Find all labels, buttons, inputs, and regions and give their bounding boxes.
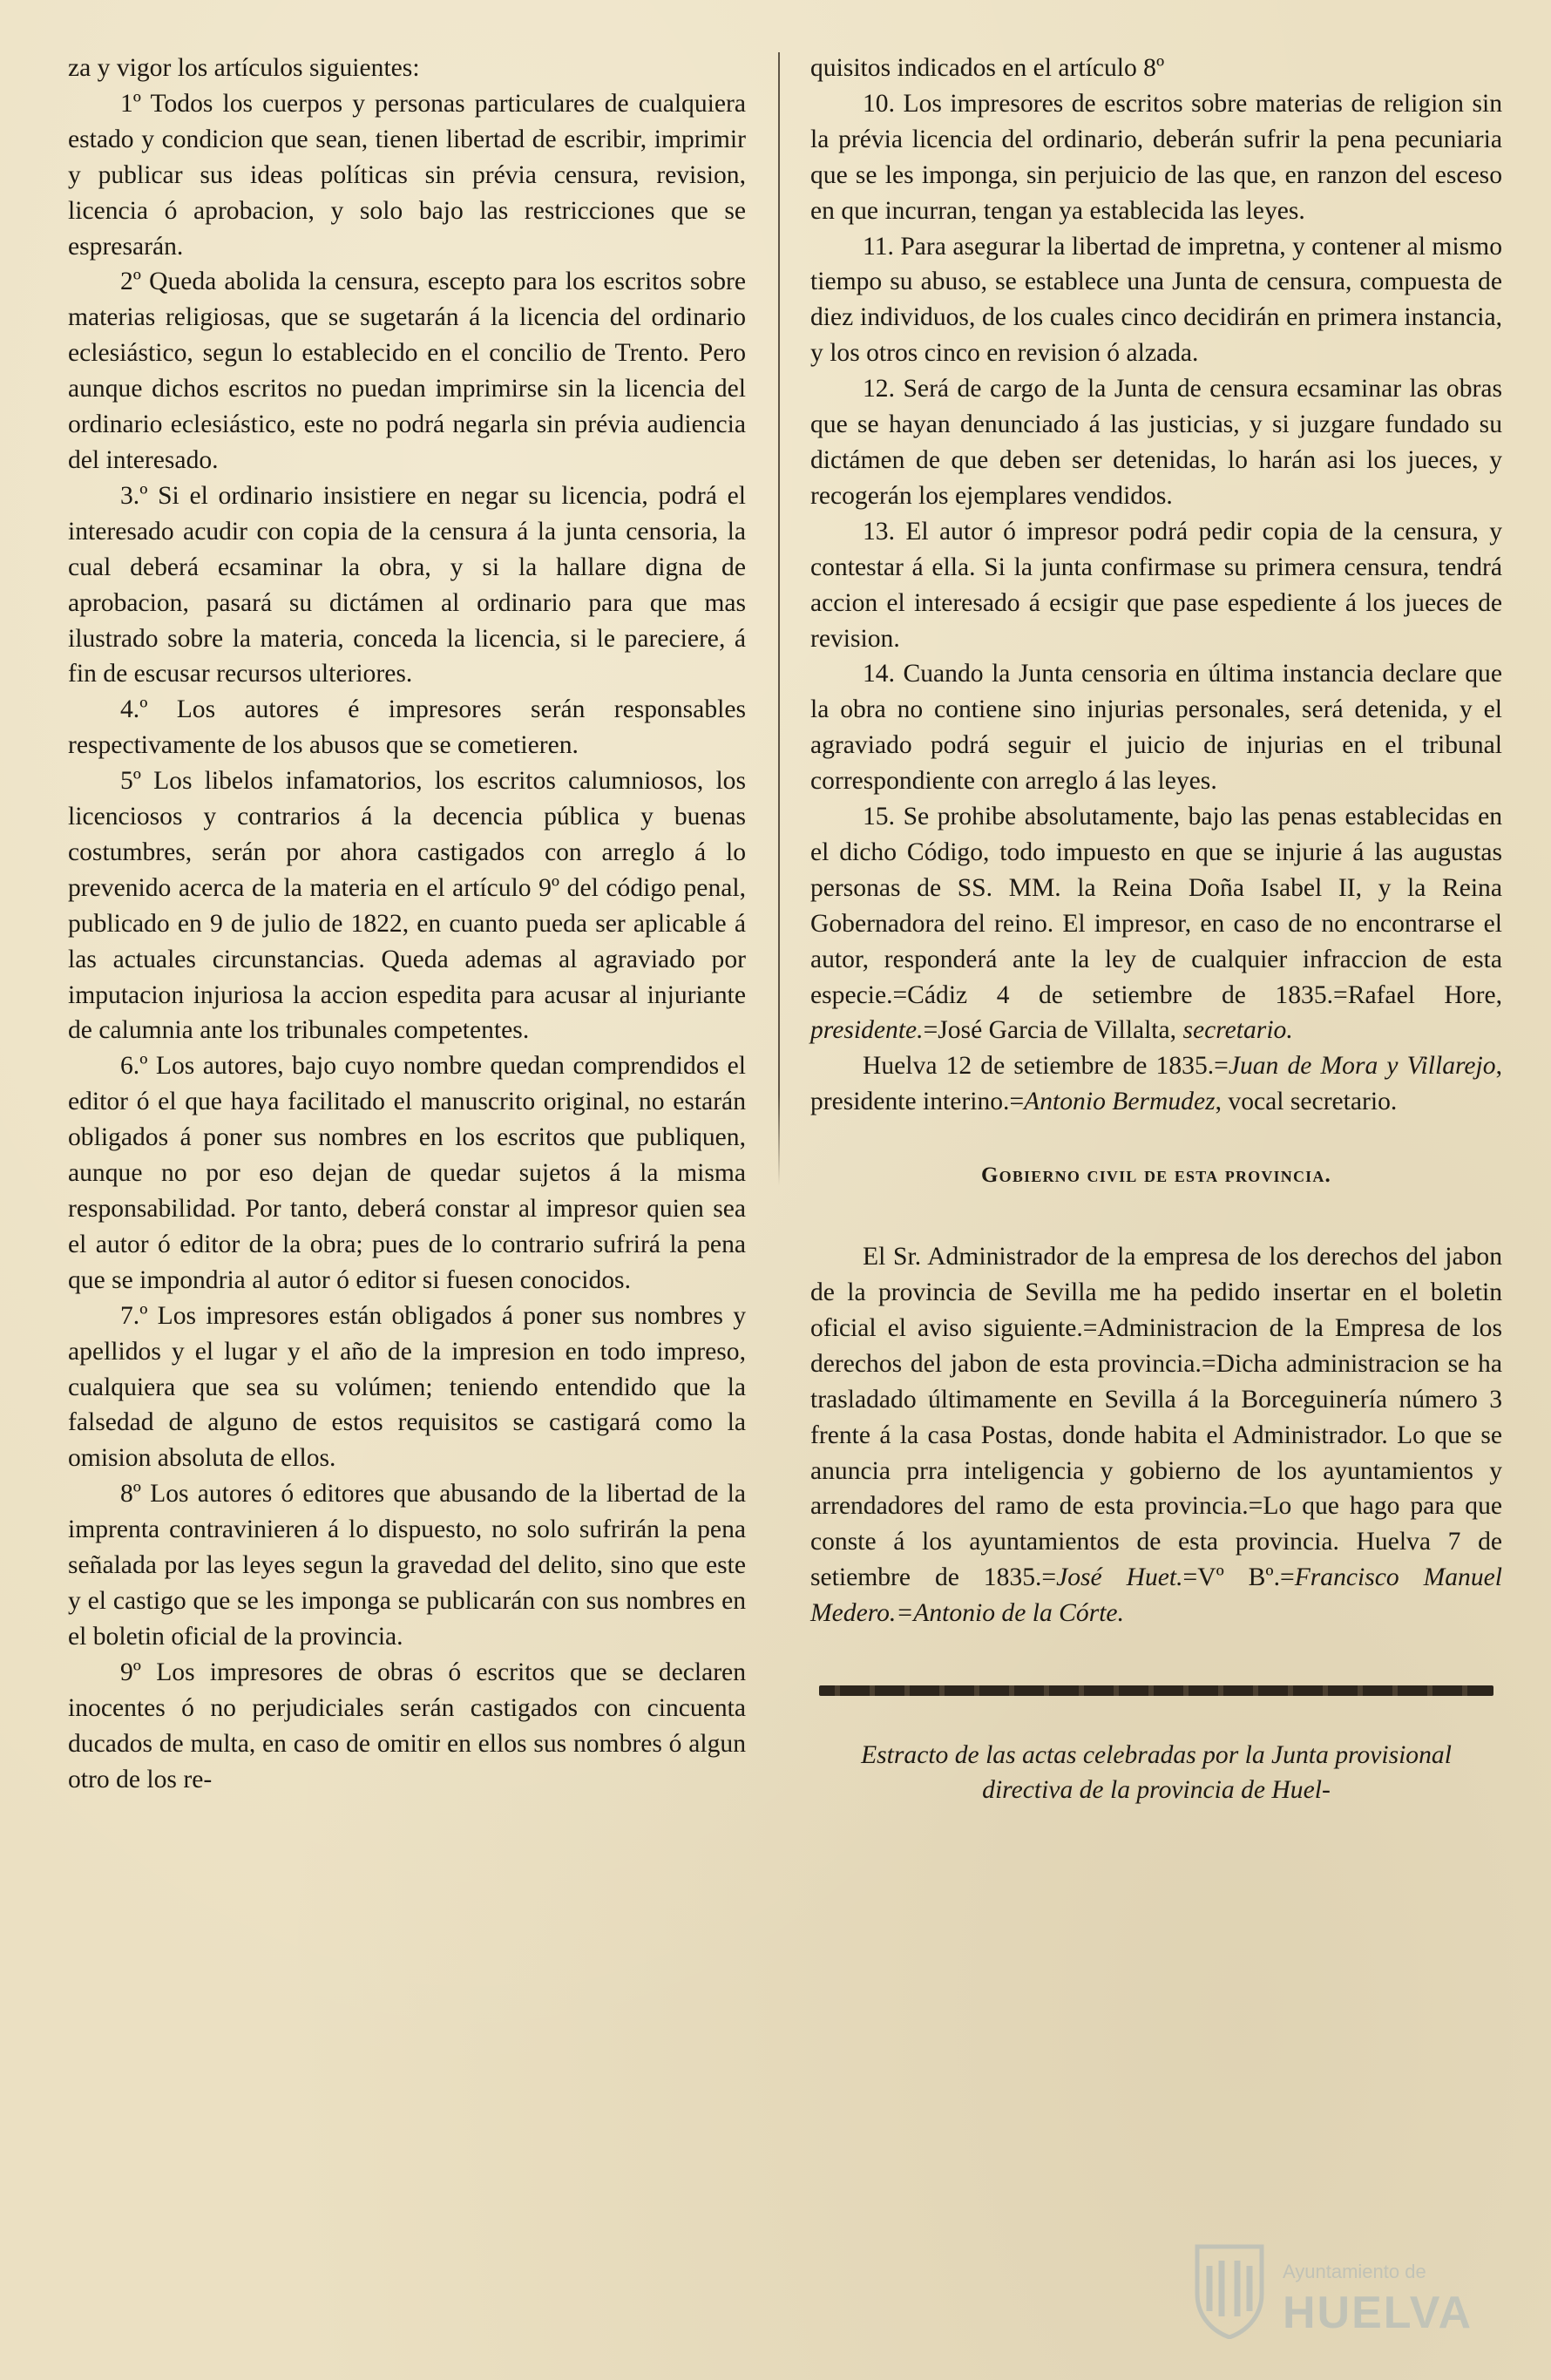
signature-name: Francisco Manuel Medero.=Antonio de la Córte. (810, 1563, 1503, 1628)
signature-role: secretario. (1182, 1016, 1293, 1045)
article-12: 12. Será de cargo de la Junta de censura ecsaminar las obras que se hayan denunciado á las justicias, y si juzgare fundado su dictámen de que deben ser detenidas, lo harán asi los jueces, y recogerán los ejemplares vendidos. (810, 375, 1502, 510)
signature-name: Antonio Bermudez (1024, 1088, 1216, 1116)
article-14: 14. Cuando la Junta censoria en última instancia declare que la obra no contiene sino injurias personales, será detenida, y el agraviado podrá seguir el juicio de injurias en el tribunal correspondiente con arreglo á las leyes. (810, 660, 1502, 796)
paragraph: za y vigor los artículos siguientes: (68, 54, 420, 82)
signature-role: presidente. (810, 1016, 924, 1045)
article-1: 1º Todos los cuerpos y personas particulares de cualquiera estado y condicion que sean, tienen libertad de escribir, imprimir y publicar sus ideas políticas sin prévia censura, revision, licencia ó aprobacion, y solo bajo las restricciones que se espresarán. (68, 89, 746, 261)
shield-icon (1192, 2241, 1267, 2339)
watermark-subtitle: Ayuntamiento de (1283, 2261, 1426, 2282)
article-5: 5º Los libelos infamatorios, los escritos calumniosos, los licenciosos y contrarios á la decencia pública y buenas costumbres, serán por ahora castigados con arreglo á lo prevenido acerca de la materia en el artículo 9º del código penal, publicado en 9 de julio de 1822, en cuanto pueda ser aplicable á las actuales circunstancias. Queda ademas al agraviado por imputacion injuriosa la accion espedita para acusar al injuriante de calumnia ante los tribunales competentes. (68, 767, 746, 1045)
signature-name: Juan de Mora y Villarejo (1228, 1052, 1496, 1081)
signature-role: , vocal secretario. (1215, 1088, 1398, 1116)
notice-paragraph (810, 1239, 1502, 1631)
notice-vb: =Vº Bº.= (1182, 1563, 1295, 1592)
signature-name: José Huet. (1056, 1563, 1183, 1592)
left-column (68, 51, 746, 1797)
huelva-signature (810, 1048, 1502, 1120)
paragraph: quisitos indicados en el artículo 8º (810, 54, 1165, 82)
extract-title: Estracto de las actas celebradas por la Junta provisional directiva de la provincia de Huel- (861, 1741, 1452, 1805)
article-15 (810, 799, 1502, 1048)
article-3: 3.º Si el ordinario insistiere en negar su licencia, podrá el interesado acudir con copia de la censura á la junta censoria, la cual deberá ecsaminar la obra, y si la hallare digna de aprobacion, pasará su dictámen al ordinario para que mas ilustrado sobre la materia, conceda la licencia, si le pareciere, á fin de escusar recursos ulteriores. (68, 481, 746, 688)
section-rule (819, 1685, 1493, 1696)
article-2: 2º Queda abolida la censura, escepto para los escritos sobre materias religiosas, que se sugetarán á la licencia del ordinario eclesiástico, segun lo establecido en el concilio de Trento. Pero aunque dichos escritos no puedan imprimirse sin la licencia del ordinario eclesiástico, este no podrá negarla sin prévia audiencia del interesado. (68, 268, 746, 474)
right-column (810, 51, 1502, 1807)
signature-role: , presidente interino.= (810, 1052, 1502, 1116)
watermark-logo (1192, 2241, 1506, 2346)
article-11: 11. Para asegurar la libertad de impretna, y contener al mismo tiempo su abuso, se establece una Junta de censura, compuesta de diez individuos, de los cuales cinco decidirán en primera instancia, y los otros cinco en revision ó alzada. (810, 232, 1502, 368)
signature-name: =José Garcia de Villalta, (923, 1016, 1183, 1045)
article-9: 9º Los impresores de obras ó escritos que se declaren inocentes ó no perjudiciales serán castigados con cincuenta ducados de multa, en caso de omitir en ellos sus nombres ó algun otro de los re- (68, 1658, 746, 1793)
watermark-title: HUELVA (1283, 2288, 1473, 2338)
column-divider (778, 52, 780, 1185)
section-heading: Gobierno civil de esta provincia. (980, 1163, 1332, 1188)
article-4: 4.º Los autores é impresores serán responsables respectivamente de los abusos que se cometieren. (68, 695, 746, 760)
article-7: 7.º Los impresores están obligados á poner sus nombres y apellidos y el lugar y el año de la impresion en todo impreso, cualquiera que sea su volúmen; teniendo entendido que la falsedad de alguno de estos requisitos se castigará como la omision absoluta de ellos. (68, 1301, 746, 1473)
article-8: 8º Los autores ó editores que abusando de la libertad de la imprenta contravinieren á lo dispuesto, no solo sufrirán la pena señalada por las leyes segun la gravedad del delito, sino que este y el castigo que se les imponga se publicarán con sus nombres en el boletin oficial de la provincia. (68, 1480, 746, 1651)
notice-text: El Sr. Administrador de la empresa de los derechos del jabon de la provincia de Sevilla me ha pedido insertar en el boletin oficial el aviso siguiente.=Administracion de la Empresa de los derechos del jabon de esta provincia.=Dicha administracion se ha trasladado últimamente en Sevilla á la Borceguinería número 3 frente á la casa Postas, donde habita el Administrador. Lo que se anuncia prra inteligencia y gobierno de los ayuntamientos y arrendadores del ramo de esta provincia.=Lo que hago para que conste á los ayuntamientos de esta provincia. Huelva 7 de setiembre de 1835.= (810, 1243, 1502, 1592)
article-10: 10. Los impresores de escritos sobre materias de religion sin la prévia licencia del ordinario, deberán sufrir la pena pecuniaria que se les imponga, sin perjuicio de las que, en ranzon del esceso en que incurran, tengan ya establecida las leyes. (810, 89, 1502, 225)
article-6: 6.º Los autores, bajo cuyo nombre quedan comprendidos el editor ó el que haya facilitado el manuscrito original, no estarán obligados á poner sus nombres en los escritos que publiquen, aunque no por eso dejan de quedar sujetos á la misma responsabilidad. Por tanto, deberá constar al impresor quien sea el autor ó editor de la obra; pues de lo contrario sufrirá la pena que se impondria al autor ó editor si fuesen conocidos. (68, 1052, 746, 1294)
article-13: 13. El autor ó impresor podrá pedir copia de la censura, y contestar á ella. Si la junta confirmase su primera censura, tendrá accion el interesado á ecsigir que pase espediente á los jueces de revision. (810, 517, 1502, 653)
article-15-text: 15. Se prohibe absolutamente, bajo las penas establecidas en el dicho Código, todo impuesto en que se injurie á las augustas personas de SS. MM. la Reina Doña Isabel II, y la Reina Gobernadora del reino. El impresor, en caso de no encontrarse el autor, responderá ante la ley de cualquier infraccion de esta especie.=Cádiz 4 de setiembre de 1835.=Rafael Hore, (810, 803, 1502, 1009)
signature-date: Huelva 12 de setiembre de 1835.= (863, 1052, 1229, 1081)
